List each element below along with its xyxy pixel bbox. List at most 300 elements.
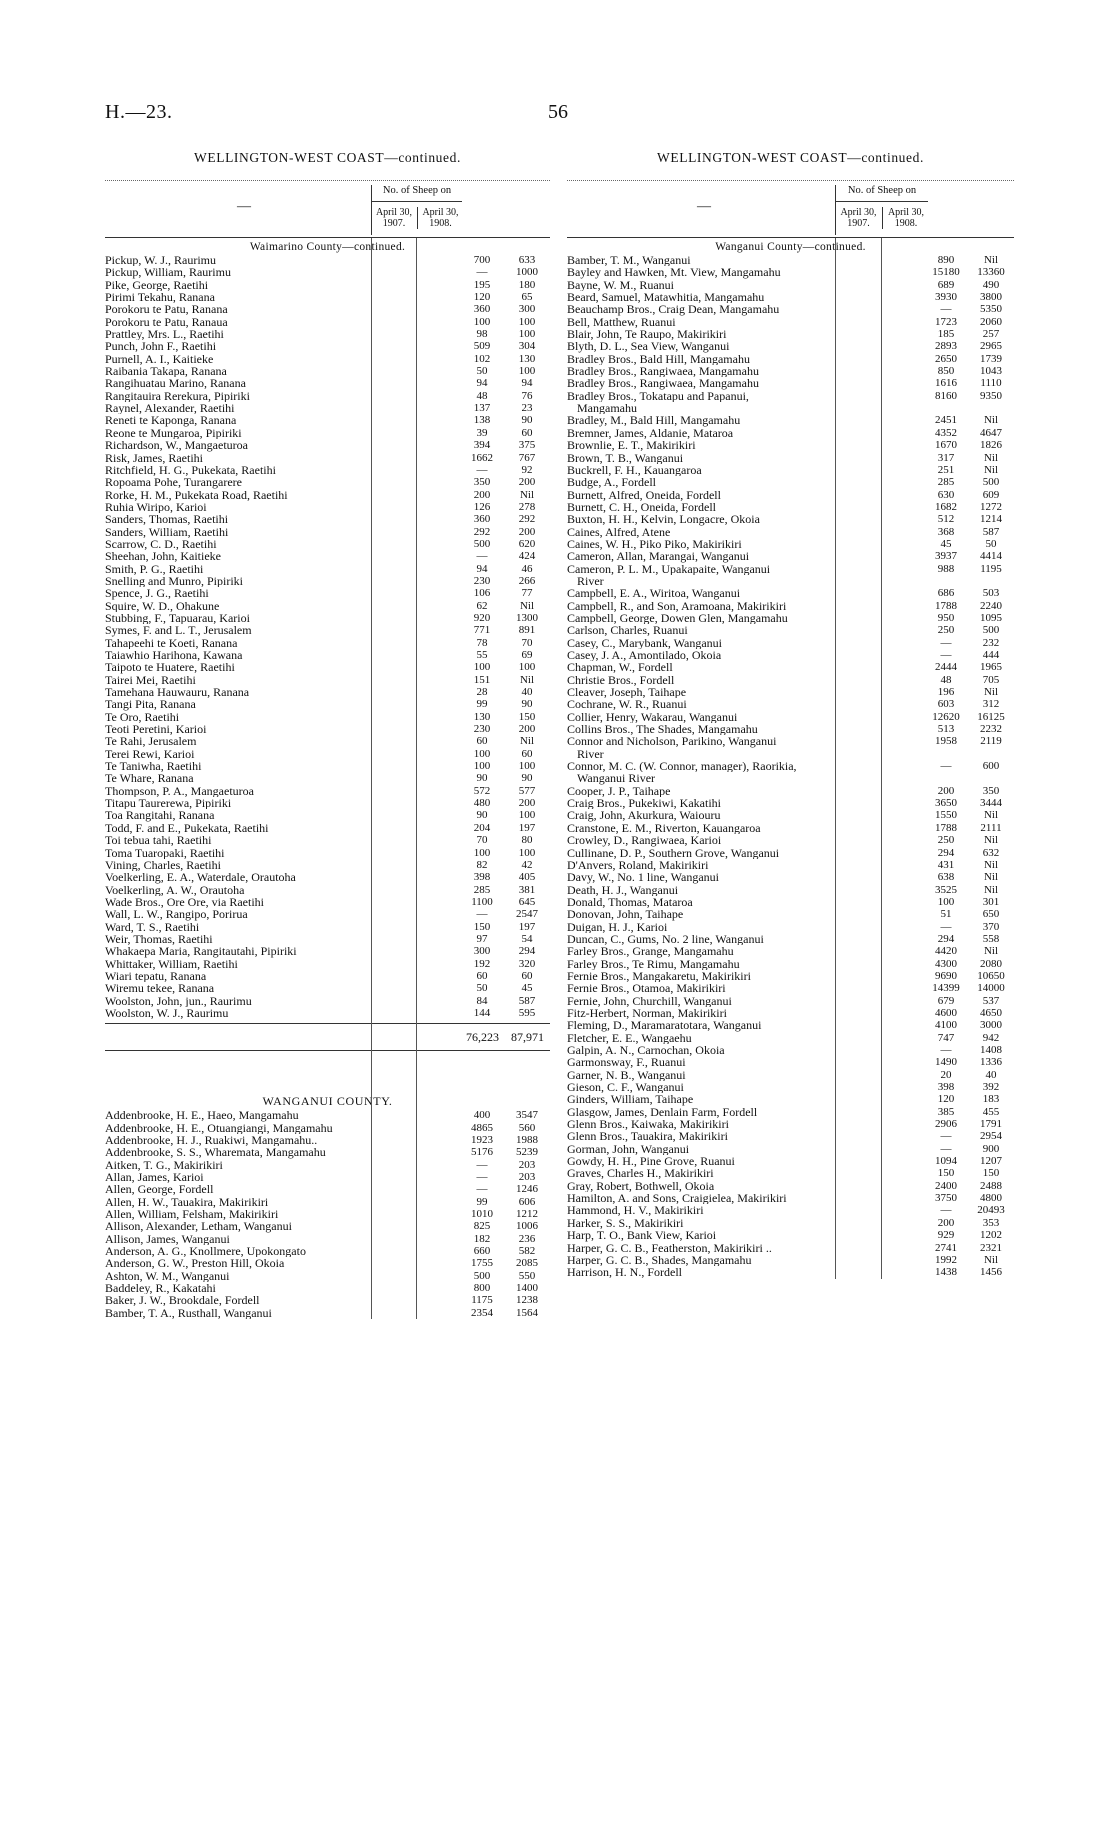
sheep-1907: 2650 [935, 352, 957, 365]
sheep-1908: 620 [518, 537, 536, 550]
owner-name: Blair, John, Te Raupo, Makirikiri [567, 328, 727, 341]
sheep-1908: 3547 [516, 1109, 538, 1122]
sheep-1907: 3930 [935, 291, 957, 304]
owner-name: Prattley, Mrs. L., Raetihi [105, 328, 224, 341]
sheep-1908: 2488 [980, 1179, 1002, 1192]
sheep-1908: 500 [982, 624, 1000, 637]
sheep-1908: 1965 [980, 661, 1002, 674]
sheep-1907: — [940, 1130, 952, 1143]
sheep-1907: — [476, 908, 488, 921]
sheep-1908: Nil [983, 883, 999, 896]
sheep-1908: 600 [982, 760, 1000, 773]
owner-name: Snelling and Munro, Pipiriki [105, 574, 243, 588]
owner-name: Gorman, John, Wanganui [567, 1142, 690, 1156]
sheep-1908: 40 [985, 1068, 997, 1081]
owner-name: Cullinane, D. P., Southern Grove, Wanganui [567, 846, 780, 859]
sheep-1908: 500 [982, 476, 1000, 489]
table-row [567, 698, 1014, 710]
owner-name: Smith, P. G., Raetihi [105, 562, 204, 575]
owner-name: Connor and Nicholson, Parikino, Wanganui [567, 735, 777, 748]
sheep-1907: 251 [937, 463, 955, 476]
table-row [105, 1007, 550, 1019]
sheep-1907: 1682 [935, 500, 957, 513]
sheep-1907: 890 [937, 254, 955, 266]
sheep-1908: 1000 [516, 266, 538, 279]
owner-name: Harp, T. O., Bank View, Karioi [567, 1229, 717, 1242]
table-row [105, 550, 550, 562]
owner-name: Bamber, T. A., Rusthall, Wanganui [105, 1306, 272, 1320]
table-row [105, 1307, 550, 1319]
owner-name: River [577, 574, 604, 588]
sheep-1908: 4650 [980, 1006, 1002, 1019]
section-heading-waimarino: Waimarino County—continued. [249, 241, 406, 253]
table-row [105, 390, 550, 402]
owner-name: Addenbrooke, S. S., Wharemata, Mangamahu [105, 1146, 326, 1159]
table-row [567, 785, 1014, 797]
sheep-1907: 126 [473, 500, 491, 513]
sheep-1908: 444 [982, 649, 1000, 661]
sheep-1908: 16125 [977, 710, 1005, 723]
sheep-1908: 587 [518, 994, 536, 1007]
sheep-1907: 398 [473, 871, 491, 884]
sheep-1908: 1246 [516, 1183, 538, 1196]
sheep-1908: 577 [518, 784, 536, 797]
sheep-1907: 1958 [935, 735, 957, 748]
sheep-1907: 2906 [935, 1118, 957, 1131]
sheep-1907: 100 [473, 747, 491, 760]
table-row [567, 1204, 1014, 1216]
owner-name: Casey, J. A., Amontilado, Okoia [567, 649, 722, 662]
table-row [567, 1069, 1014, 1081]
table-row [105, 501, 550, 513]
table-row [567, 1106, 1014, 1118]
owner-name: Glenn Bros., Kaiwaka, Makirikiri [567, 1118, 729, 1131]
sheep-1908: Nil [983, 945, 999, 958]
owner-name: Bayne, W. M., Ruanui [567, 278, 674, 292]
table-row [105, 884, 550, 896]
owner-name: Blyth, D. L., Sea View, Wanganui [567, 340, 730, 353]
owner-name: Craig Bros., Pukekiwi, Kakatihi [567, 797, 721, 810]
sheep-1908: 1272 [980, 500, 1002, 513]
table-row [105, 328, 550, 340]
sheep-1908: 375 [518, 439, 536, 452]
sheep-1907: 2893 [935, 340, 957, 353]
table-row [567, 1143, 1014, 1155]
sheep-1908: 23 [521, 402, 533, 415]
sheep-1907: 1992 [935, 1253, 957, 1266]
owner-name: Baddeley, R., Kakatahi [105, 1282, 216, 1295]
owner-name: Duncan, C., Gums, No. 2 line, Wanganui [567, 932, 764, 946]
table-row [567, 809, 1014, 821]
sheep-1907: 137 [473, 402, 491, 415]
table-row [105, 538, 550, 550]
owner-name: Fernie, John, Churchill, Wanganui [567, 994, 732, 1007]
table-row [567, 402, 1014, 414]
sheep-1908: 1300 [516, 611, 538, 624]
sheep-1907: 350 [473, 476, 491, 489]
owner-name: Whakaepa Maria, Rangitautahi, Pipiriki [105, 945, 297, 958]
table-row [105, 1294, 550, 1306]
sheep-1907: 1662 [471, 451, 493, 464]
sheep-1908: 294 [518, 945, 536, 958]
sheep-1907: — [476, 266, 488, 279]
table-row [105, 797, 550, 809]
table-row [567, 476, 1014, 488]
header-group [835, 185, 928, 235]
sheep-1908: 76 [521, 389, 533, 402]
owner-name: Christie Bros., Fordell [567, 673, 675, 687]
sheep-1908: 130 [518, 352, 536, 365]
table-row [105, 365, 550, 377]
table-row [567, 501, 1014, 513]
sheep-1907: 431 [937, 858, 955, 871]
sheep-1908: 60 [521, 426, 533, 439]
sheep-1908: 1739 [980, 352, 1002, 365]
table-row [567, 908, 1014, 920]
sheep-1908: 595 [518, 1006, 536, 1019]
table-row [567, 316, 1014, 328]
sheep-1908: 54 [521, 932, 533, 945]
sheep-1907 [924, 402, 968, 414]
table-row [567, 661, 1014, 673]
sheep-1908: 1214 [980, 513, 1002, 526]
sheep-1907: 150 [473, 920, 491, 933]
sheep-1908: 77 [521, 587, 533, 600]
sheep-1907: 368 [937, 525, 955, 538]
left-column-title: WELLINGTON-WEST COAST—continued. [194, 150, 461, 165]
owner-name: Tangi Pita, Ranana [105, 698, 196, 711]
table-row [105, 1183, 550, 1195]
sheep-1907: 55 [476, 649, 488, 661]
table-row [105, 353, 550, 365]
owner-name: Addenbrooke, H. J., Ruakiwi, Mangamahu.. [105, 1134, 318, 1147]
table-row [105, 489, 550, 501]
right-column [567, 150, 1014, 1279]
table-row [105, 859, 550, 871]
table-row [105, 402, 550, 414]
sheep-1907: 950 [937, 611, 955, 624]
sheep-1908: 558 [982, 932, 1000, 945]
sheep-1908: 94 [521, 377, 533, 390]
sheep-1907: 90 [476, 772, 488, 785]
owner-name: Bradley, M., Bald Hill, Mangamahu [567, 414, 741, 427]
table-row [105, 748, 550, 760]
owner-name: Porokoru te Patu, Ranana [105, 303, 228, 316]
owner-name: Wiremu tekee, Ranana [105, 982, 215, 995]
sheep-1908: 1564 [516, 1306, 538, 1319]
sheep-1907 [924, 748, 968, 760]
table-row [567, 266, 1014, 278]
sheep-1907: 39 [476, 426, 488, 439]
sheep-1907: 1616 [935, 377, 957, 390]
table-row [567, 439, 1014, 451]
sheep-1908: 1207 [980, 1155, 1002, 1168]
sheep-1908: 633 [518, 254, 536, 266]
owner-name: Cochrane, W. R., Ruanui [567, 698, 687, 711]
table-row [567, 711, 1014, 723]
table-row [105, 1282, 550, 1294]
sheep-1907: 100 [473, 315, 491, 328]
sheep-1907: 9690 [935, 969, 957, 982]
sheep-1907: 82 [476, 858, 488, 871]
owner-name: Allison, James, Wanganui [105, 1232, 230, 1246]
report-reference: H.—23. [105, 101, 173, 123]
sheep-1908: 278 [518, 500, 536, 513]
table-row [567, 958, 1014, 970]
sheep-1907: 5176 [471, 1146, 493, 1159]
table-row [567, 1155, 1014, 1167]
table-row [105, 822, 550, 834]
table-row [567, 1032, 1014, 1044]
sheep-1908: 10650 [977, 969, 1005, 982]
sheep-1907: 3937 [935, 550, 957, 563]
owner-name: Woolston, John, jun., Raurimu [105, 994, 252, 1007]
owner-name: Toi tebua tahi, Raetihi [105, 834, 212, 847]
sheep-1908: 80 [521, 834, 533, 847]
table-row [567, 600, 1014, 612]
owner-name: Ruhia Wiripo, Karioi [105, 500, 207, 514]
owner-name: Anderson, G. W., Preston Hill, Okoia [105, 1257, 285, 1270]
left-table-body [105, 238, 550, 1319]
owner-name: Pickup, W. J., Raurimu [105, 254, 217, 267]
table-row [567, 1044, 1014, 1056]
owner-name: River [577, 747, 604, 761]
sheep-1907: 1010 [471, 1208, 493, 1221]
sheep-1908: 5239 [516, 1146, 538, 1159]
table-row [105, 600, 550, 612]
sheep-1907: 78 [476, 636, 488, 649]
table-row [567, 945, 1014, 957]
table-row [105, 735, 550, 747]
sheep-1908: 257 [982, 328, 1000, 341]
sheep-1908: 90 [521, 414, 533, 427]
owner-name: Te Taniwha, Raetihi [105, 760, 202, 773]
section-heading-wanganui-continued: Wanganui County—continued. [715, 241, 866, 253]
sheep-1908: 405 [518, 871, 536, 884]
table-row [567, 995, 1014, 1007]
sheep-1907: 230 [473, 723, 491, 736]
table-row [567, 637, 1014, 649]
sheep-1908: 606 [518, 1195, 536, 1208]
page-number: 56 [548, 101, 568, 123]
table-row [567, 982, 1014, 994]
sheep-1908: 1456 [980, 1266, 1002, 1279]
owner-name: Toma Tuaropaki, Raetihi [105, 846, 225, 859]
table-row [567, 365, 1014, 377]
table-row [105, 563, 550, 575]
sheep-1908: 2085 [516, 1257, 538, 1270]
sheep-1907: 120 [937, 1093, 955, 1106]
total-1907: 76,223 [466, 1030, 499, 1045]
table-row [567, 772, 1014, 784]
sheep-1908: 14000 [977, 982, 1005, 995]
owner-name: Campbell, George, Dowen Glen, Mangamahu [567, 611, 788, 625]
table-row [567, 933, 1014, 945]
sheep-1908: 1043 [980, 365, 1002, 378]
sheep-1907: 60 [476, 969, 488, 982]
sheep-1908: 1988 [516, 1134, 538, 1146]
sheep-1907: 4600 [935, 1006, 957, 1019]
sheep-1907: — [940, 1044, 952, 1056]
section-heading-wanganui: WANGANUI COUNTY. [262, 1094, 393, 1109]
sheep-1907: 500 [473, 1269, 491, 1282]
sheep-1908: 9350 [980, 389, 1002, 402]
table-row [567, 822, 1014, 834]
table-row [105, 1134, 550, 1146]
table-row [105, 698, 550, 710]
table-row [105, 945, 550, 957]
sheep-1907: 2400 [935, 1179, 957, 1192]
sheep-1907: 920 [473, 611, 491, 624]
owner-name: Donald, Thomas, Mataroa [567, 895, 693, 909]
table-row [105, 316, 550, 328]
table-row [567, 328, 1014, 340]
owner-name: Taiawhio Harihona, Kawana [105, 649, 243, 662]
table-row [105, 1220, 550, 1232]
sheep-1908: Nil [983, 834, 999, 847]
sheep-1907: 929 [937, 1229, 955, 1242]
table-row [567, 353, 1014, 365]
sheep-1907 [924, 575, 968, 587]
owner-name: Buxton, H. H., Kelvin, Longacre, Okoia [567, 513, 760, 526]
sheep-1908: 1195 [980, 562, 1002, 575]
owner-name: Glasgow, James, Denlain Farm, Fordell [567, 1105, 758, 1119]
sheep-1907: — [940, 1142, 952, 1155]
sheep-1907: 130 [473, 710, 491, 723]
owner-name: Stubbing, F., Tapuarau, Karioi [105, 611, 250, 625]
sheep-1908: 46 [521, 562, 533, 575]
table-row [567, 377, 1014, 389]
owner-name: Harker, S. S., Makirikiri [567, 1216, 684, 1230]
owner-name: Te Whare, Ranana [105, 772, 194, 785]
sheep-1907: 94 [476, 562, 488, 575]
sheep-1907: 20 [940, 1068, 952, 1081]
table-row [567, 452, 1014, 464]
table-row [105, 1270, 550, 1282]
table-row [105, 772, 550, 784]
sheep-1908: 69 [521, 649, 533, 661]
owner-name: Fletcher, E. E., Wangaehu [567, 1031, 692, 1044]
owner-name: Whittaker, William, Raetihi [105, 957, 238, 970]
sheep-1907: 250 [937, 624, 955, 637]
sheep-1908: 203 [518, 1158, 536, 1171]
owner-name: Allen, George, Fordell [105, 1183, 214, 1196]
table-row [105, 587, 550, 599]
sheep-1908: 891 [518, 624, 536, 637]
owner-name: Spence, J. G., Raetihi [105, 587, 209, 600]
totals-row [105, 1023, 550, 1051]
sheep-1908: 100 [518, 661, 536, 674]
sheep-1908: Nil [983, 451, 999, 464]
sheep-1907: 1438 [935, 1266, 957, 1279]
sheep-1908: 1826 [980, 439, 1002, 452]
owner-name: Allison, Alexander, Letham, Wanganui [105, 1220, 292, 1233]
sheep-1907: 825 [473, 1220, 491, 1233]
header-group-label: No. of Sheep on [836, 185, 928, 202]
table-row [567, 1180, 1014, 1192]
table-row [105, 612, 550, 624]
table-row [105, 427, 550, 439]
table-row [105, 896, 550, 908]
table-row [105, 809, 550, 821]
sheep-1907: 2444 [935, 661, 957, 674]
owner-name: Pike, George, Raetihi [105, 278, 209, 292]
owner-name: Ritchfield, H. G., Pukekata, Raetihi [105, 463, 276, 477]
owner-name: Bradley Bros., Tokatapu and Papanui, [567, 389, 749, 403]
owner-name: Bradley Bros., Bald Hill, Mangamahu [567, 352, 750, 366]
sheep-1908: 632 [982, 846, 1000, 859]
sheep-1907: 60 [476, 735, 488, 748]
sheep-1907: 230 [473, 574, 491, 587]
owner-name: Gowdy, H. H., Pine Grove, Ruanui [567, 1155, 735, 1168]
owner-name: Cooper, J. P., Taihape [567, 784, 671, 798]
table-row [105, 871, 550, 883]
sheep-1907: 151 [473, 673, 491, 686]
sheep-1908: 300 [518, 303, 536, 316]
sheep-1907: 2741 [935, 1241, 957, 1254]
owner-name: Aitken, T. G., Makirikiri [105, 1158, 223, 1172]
owner-name: Caines, W. H., Piko Piko, Makirikiri [567, 537, 742, 551]
sheep-1907: 679 [937, 994, 955, 1007]
sheep-1907: — [940, 920, 952, 933]
owner-name: Vining, Charles, Raetihi [105, 858, 221, 872]
sheep-1907: 689 [937, 278, 955, 291]
table-row [105, 452, 550, 464]
table-row [105, 1159, 550, 1171]
owner-name: Bradley Bros., Rangiwaea, Mangamahu [567, 365, 759, 378]
sheep-1908: Nil [983, 254, 999, 266]
sheep-1908: 2547 [516, 908, 538, 921]
owner-name: Fernie Bros., Otamoa, Makirikiri [567, 982, 726, 995]
sheep-1907: 285 [937, 476, 955, 489]
sheep-1907: 3525 [935, 883, 957, 896]
owner-name: Allan, James, Karioi [105, 1171, 204, 1184]
sheep-1908: 537 [982, 994, 1000, 1007]
sheep-1908: 3444 [980, 797, 1002, 810]
sheep-1908: 100 [518, 809, 536, 822]
table-row [105, 847, 550, 859]
sheep-1907: 317 [937, 451, 955, 464]
owner-name: Fleming, D., Maramaratotara, Wanganui [567, 1019, 762, 1032]
table-row [105, 1171, 550, 1183]
sheep-1907: 14399 [932, 982, 960, 995]
table-row [105, 1245, 550, 1257]
sheep-1907: 2354 [471, 1306, 493, 1319]
sheep-1907: 45 [940, 537, 952, 550]
sheep-1907: 1670 [935, 439, 957, 452]
table-row [567, 748, 1014, 760]
owner-name: Harrison, H. N., Fordell [567, 1266, 682, 1279]
sheep-1908: 560 [518, 1121, 536, 1134]
sheep-1908: 942 [982, 1031, 1000, 1044]
table-row [105, 1109, 550, 1121]
sheep-1908: 2060 [980, 315, 1002, 328]
header-group [371, 185, 462, 235]
right-table-body [567, 238, 1014, 1279]
owner-name: Wanganui River [577, 772, 656, 785]
owner-name: Farley Bros., Grange, Mangamahu [567, 945, 734, 958]
sheep-1907: 1550 [935, 809, 957, 822]
sheep-1907: — [476, 1171, 488, 1184]
table-row [567, 1217, 1014, 1229]
sheep-1907: 800 [473, 1282, 491, 1295]
sheep-1908 [968, 402, 1014, 414]
table-row [105, 254, 550, 266]
table-row [567, 896, 1014, 908]
sheep-1907: 700 [473, 254, 491, 266]
owner-name: Toa Rangitahi, Ranana [105, 809, 215, 822]
sheep-1907: 1100 [471, 895, 493, 908]
